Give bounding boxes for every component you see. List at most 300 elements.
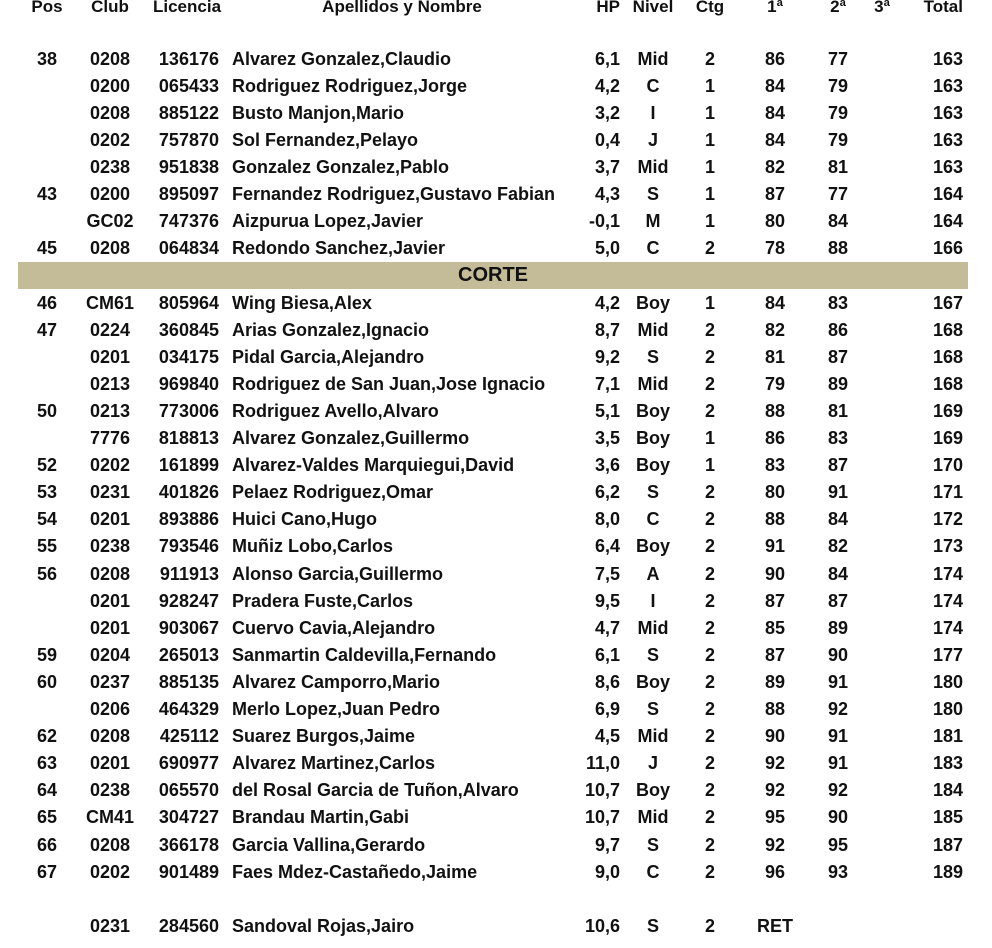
cell-nivel: Boy [635, 780, 670, 801]
cell-name: Busto Manjon,Mario [232, 102, 404, 123]
cell-club: 0208 [89, 834, 131, 855]
cell-ctg: 2 [704, 563, 715, 584]
cell-hp: 9,0 [594, 861, 620, 882]
cell-name: Pidal Garcia,Alejandro [232, 346, 425, 367]
cell-round-2: 81 [827, 400, 849, 421]
cell-ctg: 1 [704, 129, 715, 150]
cell-ctg: 2 [704, 400, 715, 421]
cell-round-1: 92 [764, 834, 786, 855]
cell-round-1: 91 [764, 536, 786, 557]
cell-club: 0206 [89, 699, 131, 719]
cell-total: 164 [932, 211, 963, 232]
cell-nivel: M [645, 211, 661, 232]
cell-club: 0201 [89, 509, 131, 530]
cell-pos: 54 [36, 509, 58, 530]
table-row [0, 317, 992, 344]
cell-total: 171 [932, 482, 963, 503]
cell-nivel: I [650, 102, 656, 123]
cell-nivel: J [647, 129, 658, 150]
cell-hp: 6,2 [594, 482, 620, 503]
cell-round-2: 84 [827, 211, 849, 232]
cell-round-2: 84 [827, 563, 849, 584]
table-row [0, 452, 992, 479]
cell-ctg: 2 [704, 834, 715, 855]
cell-name: del Rosal Garcia de Tuñon,Alvaro [232, 780, 519, 801]
cell-total: 169 [932, 428, 963, 448]
cell-licencia: 969840 [158, 373, 219, 394]
cell-total: 180 [932, 671, 963, 692]
cell-ctg: 2 [704, 319, 715, 340]
cell-round-2: 92 [827, 699, 849, 719]
cell-licencia: 928247 [158, 590, 219, 611]
cell-round-1: 87 [764, 590, 786, 611]
cell-club: 0238 [89, 156, 131, 177]
cell-hp: 11,0 [585, 753, 620, 774]
cell-name: Rodriguez Avello,Alvaro [232, 400, 439, 421]
cell-hp: 4,7 [594, 617, 620, 638]
cell-round-1: 84 [764, 102, 786, 123]
cell-name: Merlo Lopez,Juan Pedro [232, 699, 441, 719]
cell-total: 164 [932, 184, 963, 204]
cell-round-2: 89 [827, 617, 849, 638]
cell-name: Alvarez Gonzalez,Guillermo [232, 428, 470, 448]
cell-club: 0231 [89, 915, 131, 936]
cell-ctg: 2 [704, 238, 715, 259]
table-row [0, 723, 992, 750]
cell-round-1: 87 [764, 644, 786, 665]
cell-round-2: 91 [827, 726, 849, 747]
cell-round-1: 78 [764, 238, 786, 259]
cell-round-2: 77 [827, 48, 849, 69]
cell-nivel: Boy [635, 292, 670, 313]
cell-ctg: 1 [704, 292, 715, 313]
cell-hp: 4,2 [594, 292, 620, 313]
cell-total: 184 [932, 780, 963, 801]
cell-club: 0208 [89, 48, 131, 69]
cell-licencia: 895097 [158, 184, 219, 204]
cell-nivel: S [646, 699, 659, 719]
cell-total: 177 [932, 644, 963, 665]
cell-round-1: 88 [764, 509, 786, 530]
cell-round-2: 79 [827, 75, 849, 96]
cell-pos: 50 [36, 400, 58, 421]
cell-total: 163 [932, 129, 963, 150]
cell-hp: 10,7 [584, 780, 620, 801]
cell-round-2: 92 [827, 780, 849, 801]
cell-ctg: 2 [704, 780, 715, 801]
cell-total: 168 [932, 346, 963, 367]
table-row [0, 290, 992, 317]
cell-round-1: 87 [764, 184, 786, 204]
cell-name: Alvarez Martinez,Carlos [232, 753, 436, 774]
cell-name: Fernandez Rodriguez,Gustavo Fabian [232, 184, 556, 204]
cell-licencia: 818813 [158, 428, 219, 448]
cell-club: 0202 [89, 129, 131, 150]
cell-club: 0201 [89, 617, 131, 638]
cell-round-1: 79 [764, 373, 786, 394]
cell-pos: 47 [36, 319, 58, 340]
cell-hp: 6,1 [594, 644, 620, 665]
header-hp: HP [596, 0, 620, 16]
cell-club: 0213 [89, 400, 131, 421]
cell-round-2: 82 [827, 536, 849, 557]
cell-ctg: 2 [704, 915, 715, 936]
cell-nivel: S [646, 644, 659, 665]
cell-nivel: C [646, 861, 660, 882]
cell-round-1: 89 [764, 671, 786, 692]
cell-hp: 8,7 [594, 319, 620, 340]
cell-licencia: 401826 [158, 482, 219, 503]
cell-club: 0231 [89, 482, 131, 503]
cell-name: Rodriguez Rodriguez,Jorge [232, 75, 468, 96]
cell-total: 174 [932, 617, 963, 638]
cell-round-1: 80 [764, 482, 786, 503]
cell-round-2: 87 [827, 455, 849, 476]
cell-hp: 4,5 [594, 726, 620, 747]
header-ctg: Ctg [695, 0, 725, 16]
cell-nivel: Boy [635, 671, 670, 692]
cell-club: 0202 [89, 455, 131, 476]
cell-total: 168 [932, 319, 963, 340]
table-row [0, 127, 992, 154]
cell-club: 0208 [89, 563, 131, 584]
cell-nivel: C [646, 238, 660, 259]
cell-name: Cuervo Cavia,Alejandro [232, 617, 436, 638]
cell-round-2: 87 [827, 590, 849, 611]
cell-ctg: 1 [704, 428, 715, 448]
cell-total: 168 [932, 373, 963, 394]
cell-total: 183 [932, 753, 963, 774]
table-row [0, 506, 992, 533]
cell-round-2: 81 [827, 156, 849, 177]
header-licencia: Licencia [153, 0, 222, 16]
cell-club: CM61 [85, 292, 134, 313]
cell-round-1: 86 [764, 428, 786, 448]
cell-name: Aizpurua Lopez,Javier [232, 211, 424, 232]
cell-hp: 5,0 [594, 238, 620, 259]
cell-licencia: 360845 [158, 319, 219, 340]
cell-nivel: S [646, 834, 659, 855]
cell-nivel: S [646, 915, 659, 936]
header-pos: Pos [31, 0, 63, 16]
table-row [0, 398, 992, 425]
cell-total: 169 [932, 400, 963, 421]
table-row [0, 344, 992, 371]
cell-licencia: 065433 [158, 75, 219, 96]
cell-hp: 7,5 [594, 563, 620, 584]
cell-pos: 45 [36, 238, 58, 259]
cell-round-2: 90 [827, 644, 849, 665]
table-row [0, 832, 992, 859]
cell-ctg: 2 [704, 509, 715, 530]
cell-pos: 52 [36, 455, 58, 476]
cell-hp: 6,1 [594, 48, 620, 69]
cell-name: Gonzalez Gonzalez,Pablo [232, 156, 450, 177]
cell-round-2: 95 [827, 834, 849, 855]
cell-club: 0208 [89, 102, 131, 123]
cell-nivel: S [646, 482, 659, 503]
cell-total: 163 [932, 75, 963, 96]
cell-ctg: 2 [704, 536, 715, 557]
cell-total: 163 [932, 102, 963, 123]
cell-pos: 63 [36, 753, 58, 774]
cell-licencia: 951838 [158, 156, 219, 177]
cell-round-2: 83 [827, 292, 849, 313]
cell-name: Brandau Martin,Gabi [232, 807, 410, 828]
cell-licencia: 034175 [158, 346, 219, 367]
cell-round-1: 84 [764, 75, 786, 96]
cell-hp: 9,2 [594, 346, 620, 367]
cell-licencia: 425112 [159, 726, 219, 747]
cell-licencia: 065570 [158, 780, 219, 801]
cell-nivel: Mid [637, 807, 669, 828]
cell-round-2: 86 [827, 319, 849, 340]
cell-total: 167 [932, 292, 963, 313]
table-row [0, 615, 992, 642]
table-row [0, 479, 992, 506]
header-nombre: Apellidos y Nombre [322, 0, 482, 16]
cell-nivel: Boy [635, 536, 670, 557]
cell-pos: 65 [36, 807, 58, 828]
cell-name: Redondo Sanchez,Javier [232, 238, 446, 259]
cell-licencia: 136176 [158, 48, 219, 69]
cell-total: 180 [932, 699, 963, 719]
cell-round-2: 88 [827, 238, 849, 259]
table-row [0, 859, 992, 886]
cell-name: Pradera Fuste,Carlos [232, 590, 414, 611]
cell-total: 163 [932, 156, 963, 177]
cell-round-2: 89 [827, 373, 849, 394]
cell-round-2: 77 [827, 184, 849, 204]
cell-nivel: S [646, 184, 659, 204]
cell-club: 0201 [89, 753, 131, 774]
cell-licencia: 903067 [158, 617, 219, 638]
cell-nivel: Boy [635, 428, 670, 448]
cell-ctg: 2 [704, 726, 715, 747]
cell-hp: 5,1 [594, 400, 620, 421]
cell-ctg: 1 [704, 455, 715, 476]
cell-nivel: I [650, 590, 656, 611]
cell-name: Alonso Garcia,Guillermo [232, 563, 444, 584]
cell-pos: 46 [36, 292, 58, 313]
cell-nivel: Mid [637, 373, 669, 394]
cell-club: 0238 [89, 536, 131, 557]
cell-ctg: 2 [704, 644, 715, 665]
cell-hp: -0,1 [588, 211, 620, 232]
cell-licencia: 885122 [158, 102, 219, 123]
cell-name: Rodriguez de San Juan,Jose Ignacio [232, 373, 546, 394]
cell-hp: 10,6 [584, 915, 620, 936]
cell-pos: 55 [36, 536, 58, 557]
header-round-3: 3ª [874, 0, 890, 16]
header-nivel: Nivel [632, 0, 674, 16]
cell-name: Suarez Burgos,Jaime [232, 726, 416, 747]
cell-round-2: 93 [827, 861, 849, 882]
cell-hp: 3,6 [594, 455, 620, 476]
cell-hp: 3,5 [594, 428, 620, 448]
cell-hp: 8,0 [594, 509, 620, 530]
table-row [0, 588, 992, 615]
cell-ctg: 1 [704, 184, 715, 204]
cell-nivel: J [647, 753, 658, 774]
table-header [0, 0, 992, 20]
cell-hp: 9,5 [594, 590, 620, 611]
cell-licencia: 304727 [158, 807, 219, 828]
cell-nivel: C [646, 75, 660, 96]
cell-nivel: Mid [637, 319, 669, 340]
table-row [0, 669, 992, 696]
cell-hp: 7,1 [594, 373, 620, 394]
cell-hp: 9,7 [594, 834, 620, 855]
cell-round-1: 80 [764, 211, 786, 232]
cell-pos: 66 [36, 834, 58, 855]
cell-club: 0204 [89, 644, 131, 665]
cell-ctg: 2 [704, 373, 715, 394]
cell-nivel: Mid [637, 726, 669, 747]
cell-total: 174 [932, 590, 963, 611]
table-row [0, 371, 992, 398]
cell-total: 172 [932, 509, 963, 530]
table-row [0, 777, 992, 804]
cell-name: Arias Gonzalez,Ignacio [232, 319, 430, 340]
cell-round-2: 79 [827, 129, 849, 150]
cell-licencia: 161899 [158, 455, 219, 476]
cell-pos: 60 [36, 671, 58, 692]
cell-licencia: 773006 [158, 400, 219, 421]
table-row [0, 235, 992, 262]
cell-round-1: RET [757, 915, 793, 936]
cell-ctg: 1 [704, 156, 715, 177]
cell-total: 173 [932, 536, 963, 557]
table-row [0, 750, 992, 777]
cell-name: Huici Cano,Hugo [232, 509, 377, 530]
cell-round-2: 83 [827, 428, 849, 448]
cell-licencia: 747376 [158, 211, 219, 232]
table-row [0, 804, 992, 831]
cell-name: Faes Mdez-Castañedo,Jaime [232, 861, 478, 882]
cell-round-1: 81 [764, 346, 786, 367]
cell-ctg: 2 [704, 482, 715, 503]
cell-club: 0200 [89, 75, 131, 96]
cell-round-1: 96 [764, 861, 786, 882]
cell-hp: 3,7 [594, 156, 620, 177]
cell-total: 163 [932, 48, 963, 69]
header-club: Club [91, 0, 129, 16]
cell-round-1: 86 [764, 48, 786, 69]
cell-round-1: 84 [764, 129, 786, 150]
cell-ctg: 2 [704, 753, 715, 774]
cell-club: 0224 [89, 319, 131, 340]
cell-total: 189 [932, 861, 963, 882]
cell-club: 0200 [89, 184, 131, 204]
cell-round-1: 82 [764, 319, 786, 340]
cell-name: Alvarez-Valdes Marquiegui,David [232, 455, 515, 476]
cell-round-2: 87 [827, 346, 849, 367]
table-row [0, 181, 992, 208]
cell-nivel: Mid [637, 48, 669, 69]
cell-club: 0208 [89, 238, 131, 259]
cell-name: Sandoval Rojas,Jairo [232, 915, 415, 936]
cell-round-1: 82 [764, 156, 786, 177]
cell-round-2: 91 [827, 753, 849, 774]
cell-pos: 67 [36, 861, 58, 882]
cell-licencia: 893886 [158, 509, 219, 530]
cell-total: 166 [932, 238, 963, 259]
cell-name: Alvarez Gonzalez,Claudio [232, 48, 452, 69]
cell-licencia: 284560 [158, 915, 219, 936]
cell-club: 0238 [89, 780, 131, 801]
cell-pos: 38 [36, 48, 58, 69]
cell-club: 0237 [89, 671, 131, 692]
header-round-2: 2ª [830, 0, 846, 16]
cell-club: 7776 [89, 428, 131, 448]
cell-pos: 64 [36, 780, 58, 801]
cell-licencia: 757870 [158, 129, 219, 150]
cell-ctg: 2 [704, 699, 715, 719]
cell-ctg: 2 [704, 617, 715, 638]
cell-round-2: 91 [827, 482, 849, 503]
cell-nivel: A [646, 563, 660, 584]
cell-round-1: 85 [764, 617, 786, 638]
cell-name: Sol Fernandez,Pelayo [232, 129, 419, 150]
cell-round-1: 90 [764, 563, 786, 584]
cut-line-band: CORTE [18, 262, 968, 289]
cell-hp: 6,9 [594, 699, 620, 719]
cell-club: 0201 [89, 590, 131, 611]
cell-pos: 62 [36, 726, 58, 747]
cell-licencia: 793546 [158, 536, 219, 557]
cell-licencia: 885135 [158, 671, 219, 692]
cell-ctg: 2 [704, 671, 715, 692]
cell-pos: 43 [36, 184, 58, 204]
cell-total: 170 [932, 455, 963, 476]
cell-licencia: 064834 [158, 238, 219, 259]
cell-round-1: 95 [764, 807, 786, 828]
table-row [0, 208, 992, 235]
cell-round-2: 84 [827, 509, 849, 530]
cell-name: Alvarez Camporro,Mario [232, 671, 441, 692]
cell-ctg: 1 [704, 211, 715, 232]
cell-name: Sanmartin Caldevilla,Fernando [232, 644, 497, 665]
cell-licencia: 901489 [158, 861, 219, 882]
cell-hp: 10,7 [584, 807, 620, 828]
cell-club: 0201 [89, 346, 131, 367]
cell-nivel: Boy [635, 400, 670, 421]
cell-round-1: 84 [764, 292, 786, 313]
cell-licencia: 265013 [158, 644, 219, 665]
cell-round-1: 83 [764, 455, 786, 476]
cell-ctg: 2 [704, 48, 715, 69]
cell-licencia: 464329 [158, 699, 219, 719]
table-row [0, 73, 992, 100]
cell-hp: 4,3 [594, 184, 620, 204]
cell-club: CM41 [85, 807, 134, 828]
cell-ctg: 2 [704, 346, 715, 367]
cell-name: Muñiz Lobo,Carlos [232, 536, 393, 557]
header-round-1: 1ª [767, 0, 783, 16]
cell-ctg: 2 [704, 861, 715, 882]
cell-nivel: S [646, 346, 659, 367]
cell-licencia: 366178 [158, 834, 219, 855]
cell-round-2: 91 [827, 671, 849, 692]
cell-pos: 59 [36, 644, 58, 665]
cell-pos: 53 [36, 482, 58, 503]
cell-nivel: Boy [635, 455, 670, 476]
cell-hp: 3,2 [594, 102, 620, 123]
cell-nivel: Mid [637, 617, 669, 638]
cell-licencia: 911913 [159, 563, 219, 584]
table-row [0, 696, 992, 723]
